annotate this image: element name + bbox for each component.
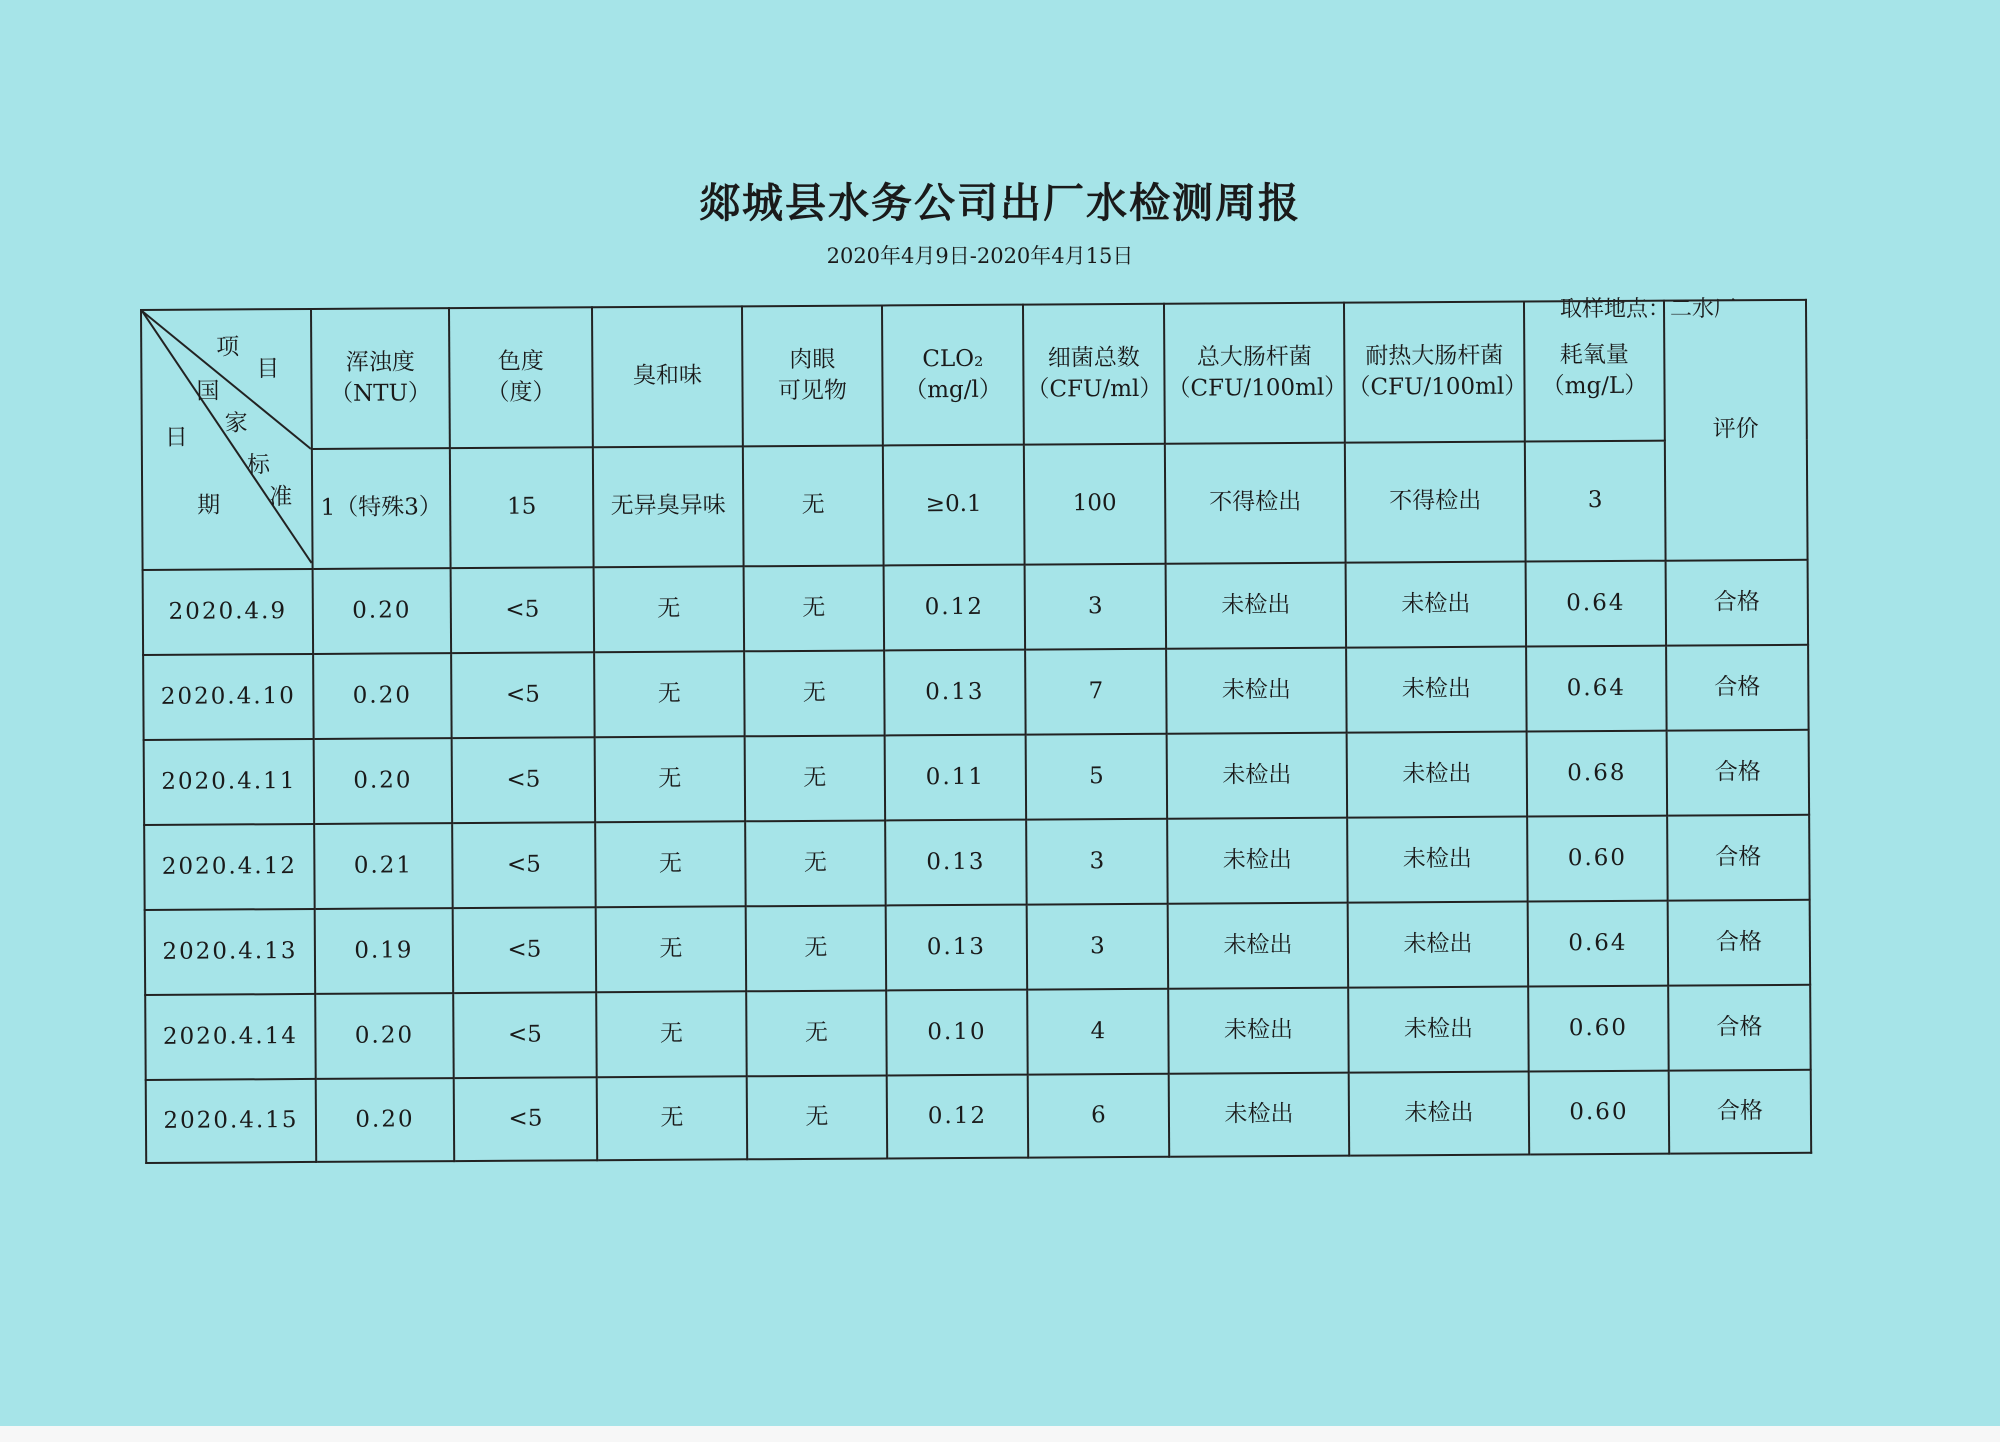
corner-item-char-1: 项 — [216, 334, 240, 361]
cell-turbidity: 0.20 — [315, 993, 454, 1079]
cell-oxygen-consumption: 0.64 — [1526, 561, 1667, 647]
cell-total-coliform: 未检出 — [1168, 988, 1349, 1074]
cell-bacteria: 5 — [1026, 734, 1168, 820]
standard-total-coliform: 不得检出 — [1165, 443, 1346, 564]
date-range: 2020年4月9日-2020年4月15日 — [826, 244, 1134, 268]
cell-evaluation: 合格 — [1667, 730, 1810, 816]
sampling-location: 取样地点：二水厂 — [1560, 297, 1737, 322]
cell-odor: 无 — [597, 1076, 748, 1160]
cell-clo2: 0.13 — [886, 905, 1028, 991]
corner-date-char-2: 期 — [197, 492, 221, 519]
water-quality-table — [140, 299, 1812, 1164]
table-row — [144, 730, 1809, 825]
cell-clo2: 0.10 — [886, 990, 1028, 1076]
header-oxygen-consumption: 耗氧量 （mg/L） — [1524, 301, 1665, 442]
cell-bacteria: 7 — [1025, 649, 1167, 735]
cell-clo2: 0.12 — [884, 565, 1026, 651]
cell-color: <5 — [451, 567, 595, 653]
standard-oxygen-consumption: 3 — [1525, 441, 1666, 562]
cell-thermotolerant-coliform: 未检出 — [1347, 732, 1528, 818]
cell-oxygen-consumption: 0.68 — [1527, 731, 1668, 817]
cell-visible-matter: 无 — [745, 820, 886, 906]
header-row-names — [141, 300, 1807, 450]
header-odor: 臭和味 — [592, 306, 743, 447]
header-thermotolerant-coliform: 耐热大肠杆菌 （CFU/100ml） — [1344, 302, 1525, 443]
cell-turbidity: 0.20 — [314, 738, 453, 824]
standard-turbidity: 1（特殊3） — [312, 448, 451, 569]
cell-evaluation: 合格 — [1668, 900, 1811, 986]
cell-color: <5 — [451, 652, 595, 738]
cell-odor: 无 — [596, 906, 747, 992]
cell-odor: 无 — [594, 651, 745, 737]
table-row — [146, 1070, 1811, 1163]
cell-bacteria: 3 — [1026, 819, 1168, 905]
cell-evaluation: 合格 — [1666, 645, 1809, 731]
cell-oxygen-consumption: 0.60 — [1527, 816, 1668, 902]
cell-odor: 无 — [595, 736, 746, 822]
cell-total-coliform: 未检出 — [1168, 903, 1349, 989]
header-row-standards — [142, 440, 1808, 570]
standard-thermotolerant-coliform: 不得检出 — [1345, 442, 1526, 563]
cell-evaluation: 合格 — [1667, 815, 1810, 901]
standard-visible-matter: 无 — [743, 445, 884, 566]
cell-thermotolerant-coliform: 未检出 — [1348, 987, 1529, 1073]
row-date: 2020.4.11 — [144, 739, 315, 825]
row-date: 2020.4.13 — [145, 909, 316, 995]
cell-oxygen-consumption: 0.64 — [1528, 901, 1669, 987]
cell-oxygen-consumption: 0.60 — [1529, 1071, 1670, 1155]
header-turbidity: 浑浊度 （NTU） — [311, 308, 450, 449]
header-clo2: CLO₂ （mg/l） — [882, 305, 1024, 446]
cell-odor: 无 — [596, 991, 747, 1077]
cell-thermotolerant-coliform: 未检出 — [1346, 562, 1527, 648]
header-bacteria: 细菌总数 （CFU/ml） — [1023, 304, 1165, 445]
corner-standard-char-2: 家 — [224, 410, 248, 437]
corner-standard-char-1: 国 — [196, 378, 220, 405]
cell-turbidity: 0.20 — [313, 653, 452, 739]
cell-clo2: 0.12 — [887, 1075, 1029, 1159]
header-visible-matter: 肉眼 可见物 — [742, 305, 883, 446]
scan-bottom-strip — [0, 1426, 2000, 1442]
cell-total-coliform: 未检出 — [1166, 563, 1347, 649]
cell-color: <5 — [453, 992, 597, 1078]
corner-standard-char-3: 标 — [246, 452, 271, 479]
cell-bacteria: 6 — [1028, 1074, 1170, 1158]
table-row — [144, 815, 1809, 910]
cell-evaluation: 合格 — [1668, 985, 1811, 1071]
cell-evaluation: 合格 — [1666, 560, 1809, 646]
row-date: 2020.4.10 — [143, 654, 314, 740]
corner-header-cell — [141, 309, 313, 570]
cell-thermotolerant-coliform: 未检出 — [1346, 647, 1527, 733]
row-date: 2020.4.14 — [145, 994, 316, 1080]
header-color: 色度 （度） — [449, 307, 593, 448]
cell-oxygen-consumption: 0.64 — [1526, 646, 1667, 732]
cell-turbidity: 0.20 — [316, 1078, 455, 1162]
header-total-coliform: 总大肠杆菌 （CFU/100ml） — [1164, 303, 1345, 444]
standard-color: 15 — [450, 447, 594, 568]
cell-color: <5 — [452, 822, 596, 908]
standard-odor: 无异臭异味 — [593, 446, 744, 567]
cell-color: <5 — [452, 737, 596, 823]
cell-total-coliform: 未检出 — [1167, 733, 1348, 819]
cell-bacteria: 3 — [1027, 904, 1169, 990]
row-date: 2020.4.15 — [146, 1079, 317, 1163]
cell-oxygen-consumption: 0.60 — [1528, 986, 1669, 1072]
cell-total-coliform: 未检出 — [1169, 1073, 1350, 1157]
cell-visible-matter: 无 — [746, 905, 887, 991]
cell-color: <5 — [453, 907, 597, 993]
cell-clo2: 0.13 — [884, 650, 1026, 736]
header-evaluation: 评价 — [1664, 300, 1808, 561]
cell-turbidity: 0.20 — [313, 568, 452, 654]
cell-color: <5 — [454, 1077, 598, 1161]
cell-turbidity: 0.19 — [315, 908, 454, 994]
cell-thermotolerant-coliform: 未检出 — [1347, 817, 1528, 903]
table-row — [143, 560, 1808, 655]
standard-bacteria: 100 — [1024, 444, 1166, 565]
cell-turbidity: 0.21 — [314, 823, 453, 909]
cell-thermotolerant-coliform: 未检出 — [1348, 902, 1529, 988]
cell-total-coliform: 未检出 — [1167, 818, 1348, 904]
cell-clo2: 0.11 — [885, 735, 1027, 821]
cell-visible-matter: 无 — [747, 1075, 888, 1159]
corner-item-char-2: 目 — [256, 356, 280, 383]
cell-visible-matter: 无 — [744, 565, 885, 651]
standard-clo2: ≥0.1 — [883, 445, 1025, 566]
corner-date-char-1: 日 — [164, 424, 188, 451]
cell-visible-matter: 无 — [745, 735, 886, 821]
cell-bacteria: 3 — [1025, 564, 1167, 650]
cell-visible-matter: 无 — [744, 650, 885, 736]
table-row — [145, 900, 1810, 995]
row-date: 2020.4.12 — [144, 824, 315, 910]
cell-thermotolerant-coliform: 未检出 — [1349, 1072, 1530, 1156]
cell-evaluation: 合格 — [1669, 1070, 1812, 1154]
cell-odor: 无 — [594, 566, 745, 652]
cell-odor: 无 — [595, 821, 746, 907]
cell-visible-matter: 无 — [746, 990, 887, 1076]
page-title: 郯城县水务公司出厂水检测周报 — [699, 179, 1301, 227]
cell-clo2: 0.13 — [885, 820, 1027, 906]
cell-total-coliform: 未检出 — [1166, 648, 1347, 734]
row-date: 2020.4.9 — [143, 569, 314, 655]
corner-standard-char-4: 准 — [269, 484, 293, 511]
cell-bacteria: 4 — [1027, 989, 1169, 1075]
table-row — [145, 985, 1810, 1080]
table-row — [143, 645, 1808, 740]
